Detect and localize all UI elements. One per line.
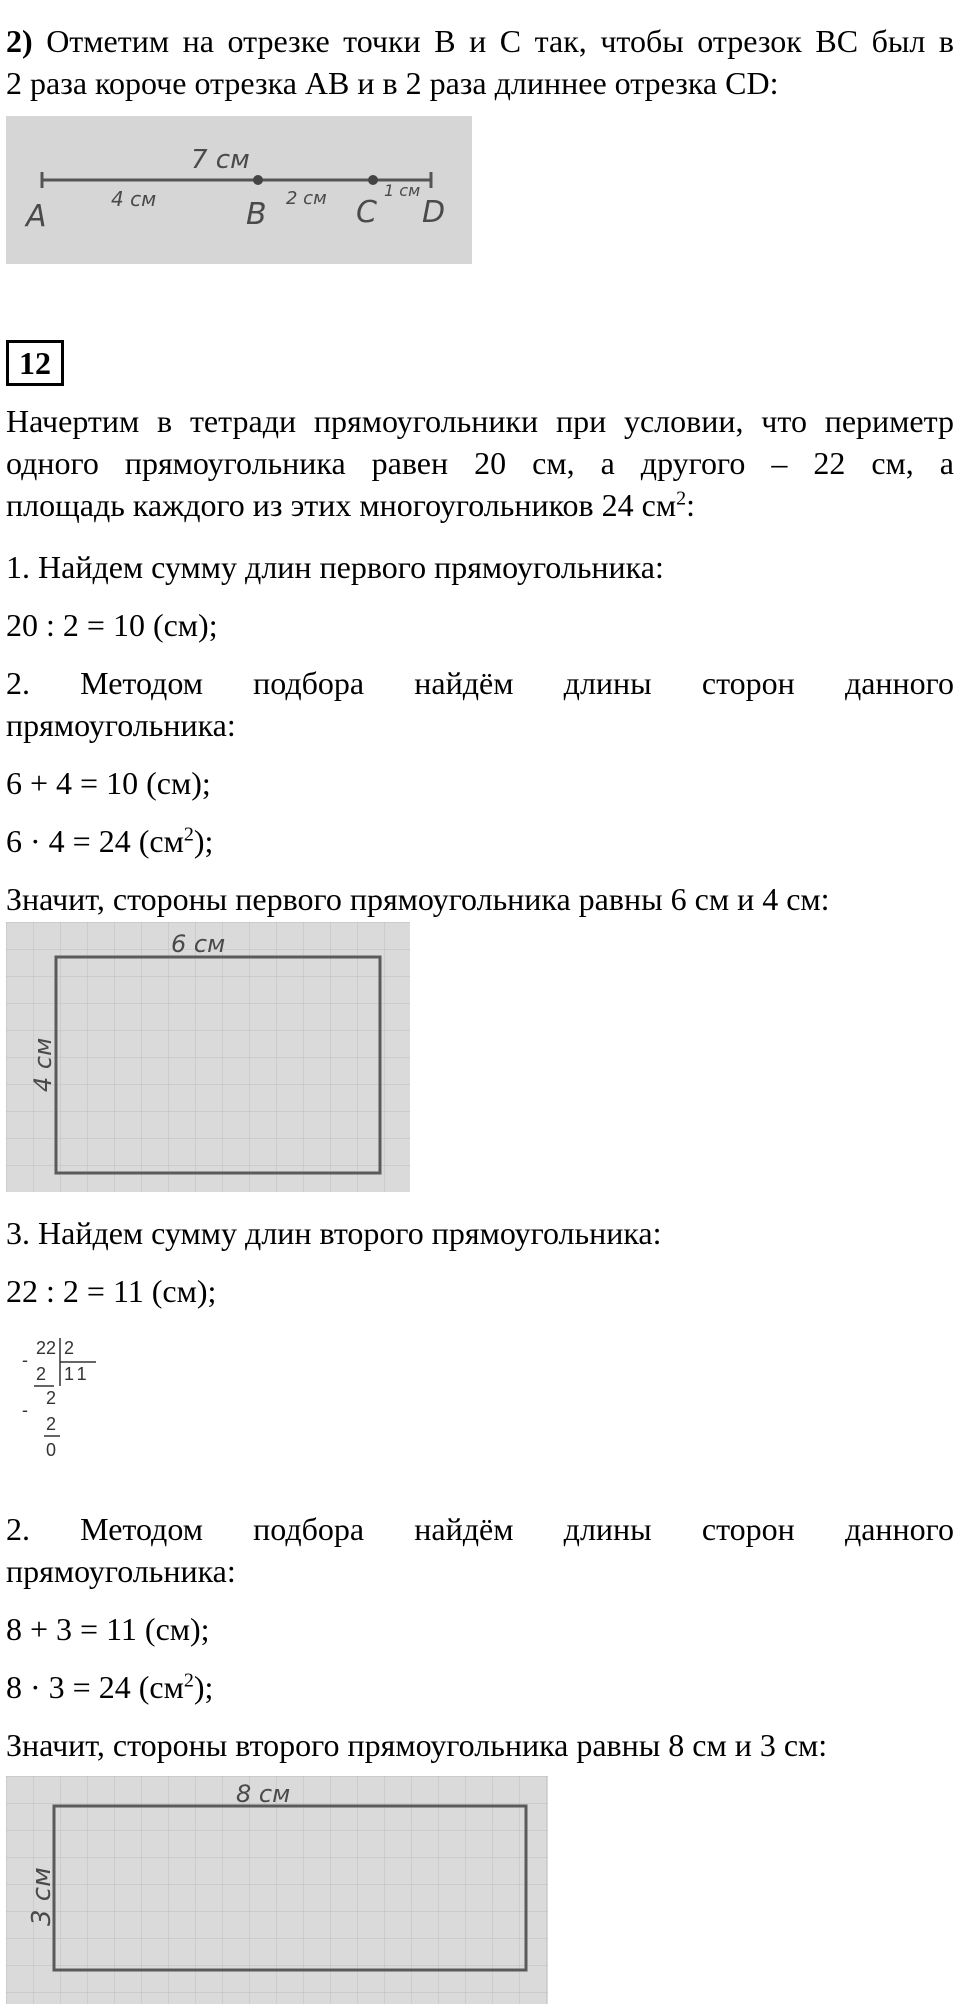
task-number-box: 12 [6, 340, 64, 386]
rectangle-2-photo [6, 1776, 548, 2004]
step-2b-line-1: 2. Методом подбора найдём длины сторон данного [6, 1511, 954, 1547]
conclusion-1: Значит, стороны первого прямоугольника равны 6 см и 4 см: [6, 881, 830, 917]
ldiv-rem-1: 2 [46, 1388, 57, 1408]
step-2a-line-2: прямоугольника: [6, 707, 236, 743]
label-point-a: A [26, 199, 47, 234]
condition-line-3 [6, 484, 954, 526]
ldiv-lines [20, 1330, 130, 1480]
intro-line-2: 2 раза короче отрезка AB и в 2 раза длиннее отрезка CD: [6, 65, 779, 101]
condition-line-2: одного прямоугольника равен 20 см, а другого – 22 см, а [6, 445, 954, 481]
rect2-side-label: 3 см [27, 1867, 57, 1926]
long-division [20, 1330, 130, 1480]
segment-drawing [6, 116, 472, 264]
ldiv-sub-1: 2 [36, 1364, 47, 1384]
condition-line-3-tail: : [686, 487, 695, 523]
segment-photo [6, 116, 472, 264]
rect1-top-label: 6 см [171, 930, 226, 958]
step-2b-line-2: прямоугольника: [6, 1553, 236, 1589]
ldiv-quotient: 11 [64, 1364, 91, 1384]
label-point-d: D [422, 195, 446, 230]
calc-6-main: 8 · 3 = 24 (см [6, 1669, 184, 1705]
label-point-c: C [356, 195, 377, 230]
ldiv-minus-1: - [22, 1350, 28, 1370]
step-1: 1. Найдем сумму длин первого прямоугольника: [6, 549, 664, 585]
label-cd: 1 см [384, 181, 421, 200]
ldiv-sub-2: 2 [46, 1414, 57, 1434]
rectangle-2-drawing [6, 1776, 548, 2004]
point-c-dot [368, 175, 378, 185]
step-2a-line-1: 2. Методом подбора найдём длины сторон данного [6, 665, 954, 701]
calc-5: 8 + 3 = 11 (см); [6, 1611, 210, 1647]
label-ab: 4 см [111, 187, 157, 211]
calc-6-tail: ); [193, 1669, 214, 1705]
intro-number: 2) [6, 23, 33, 59]
rectangle-1-photo [6, 922, 410, 1192]
calc-3-main: 6 · 4 = 24 (см [6, 823, 184, 859]
label-point-b: B [246, 197, 267, 232]
ldiv-divisor: 2 [64, 1338, 75, 1358]
calc-3-tail: ); [193, 823, 214, 859]
intro-text-1: Отметим на отрезке точки B и C так, чтобы отрезок BC был в [32, 23, 954, 59]
ldiv-minus-2: - [22, 1400, 28, 1420]
label-bc: 2 см [286, 188, 327, 209]
calc-1: 20 : 2 = 10 (см); [6, 607, 218, 643]
intro-line-1 [6, 20, 954, 62]
condition-line-1: Начертим в тетради прямоугольники при условии, что периметр [6, 403, 954, 439]
calc-3-sup: 2 [183, 823, 194, 846]
ldiv-rem-2: 0 [46, 1440, 57, 1460]
conclusion-2: Значит, стороны второго прямоугольника равны 8 см и 3 см: [6, 1727, 828, 1763]
calc-2: 6 + 4 = 10 (см); [6, 765, 211, 801]
rect1-side-label: 4 см [29, 1037, 57, 1092]
step-3: 3. Найдем сумму длин второго прямоугольника: [6, 1215, 662, 1251]
condition-sup: 2 [676, 487, 687, 510]
calc-6-sup: 2 [183, 1669, 194, 1692]
calc-4: 22 : 2 = 11 (см); [6, 1273, 217, 1309]
ldiv-dividend: 22 [36, 1338, 57, 1358]
calc-3 [6, 820, 954, 862]
rect2-top-label: 8 см [236, 1780, 291, 1808]
label-total: 7 см [191, 145, 250, 175]
condition-line-3-text: площадь каждого из этих многоугольников 24 см [6, 487, 677, 523]
calc-6 [6, 1666, 954, 1708]
point-b-dot [253, 175, 263, 185]
rectangle-1-drawing [6, 922, 410, 1192]
